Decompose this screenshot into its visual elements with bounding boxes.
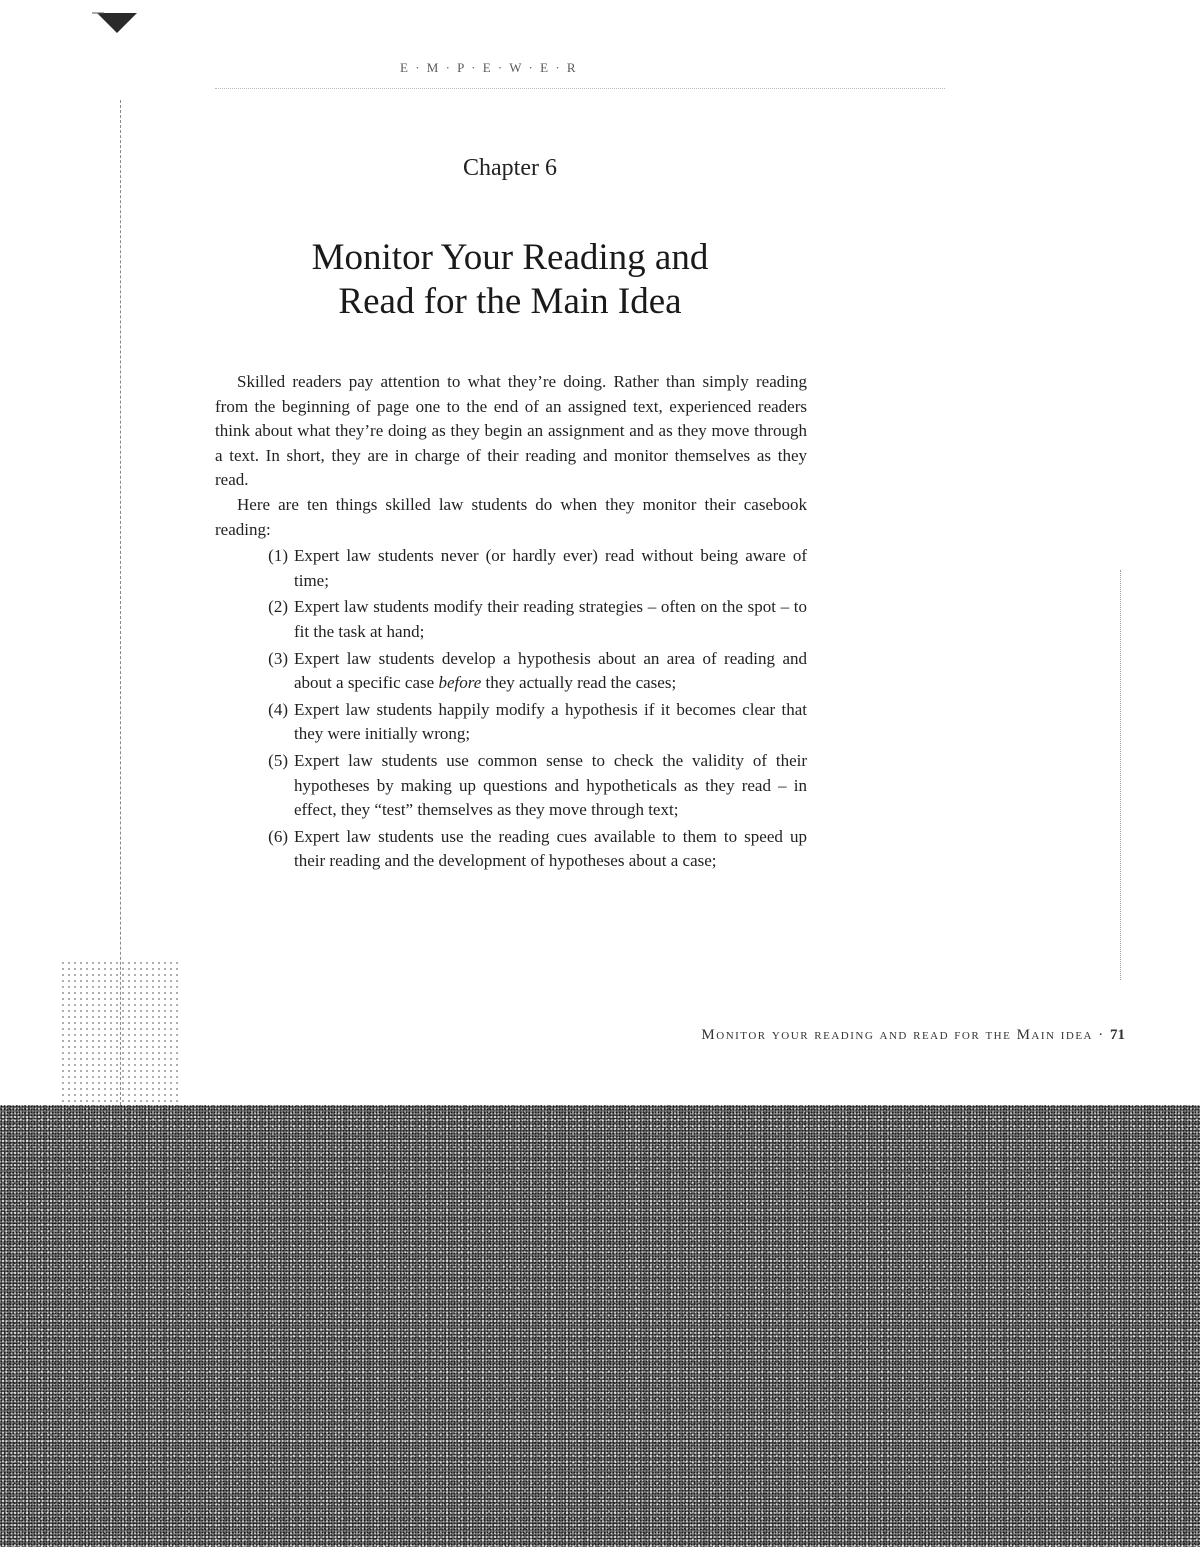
list-item	[215, 825, 807, 874]
body-text	[215, 370, 807, 876]
list-item-text-part: Expert law students develop a hypothesis about an area of reading and about a specific case	[294, 648, 807, 693]
list-item-text	[294, 647, 807, 696]
list-item-emphasis: before	[438, 673, 482, 693]
left-margin-scan-line	[120, 100, 121, 1110]
list-item-number: (4)	[268, 699, 288, 719]
paragraph-list-lead: Here are ten things skilled law students do when they monitor their casebook reading:	[215, 494, 807, 539]
list-item	[215, 749, 807, 823]
paragraph-intro: Skilled readers pay attention to what they’re doing. Rather than simply reading from the beginning of page one to the end of an assigned text, experienced readers think about what they’re doing as they begin an assignment and as they move through a text. In short, they are in charge of their reading and monitor themselves as they read.	[215, 372, 807, 490]
list-item-number: (5)	[268, 750, 288, 770]
list-item-number: (2)	[268, 597, 288, 617]
list-item-text: Expert law students use the reading cues available to them to speed up their reading and the development of hypotheses about a case;	[294, 826, 807, 871]
right-margin-scan-dots	[1120, 570, 1121, 980]
list-item-text: Expert law students modify their reading strategies – often on the spot – to fit the task at hand;	[294, 597, 807, 641]
list-item	[215, 544, 807, 593]
list-item-number: (3)	[268, 648, 288, 668]
chapter-title-line-2: Read for the Main Idea	[338, 281, 682, 322]
chapter-label: Chapter 6	[463, 155, 557, 181]
page-number: 71	[1110, 1027, 1125, 1043]
numbered-list	[215, 544, 807, 874]
scan-noise-region	[0, 1105, 1200, 1547]
running-foot	[500, 1027, 1125, 1044]
running-foot-separator: ·	[1098, 1027, 1105, 1043]
chapter-title-line-1: Monitor Your Reading and	[311, 237, 709, 278]
list-item-text-part: they actually read the cases;	[481, 673, 677, 693]
list-item-text: Expert law students never (or hardly ever) read without being aware of time;	[294, 546, 807, 590]
corner-scan-mark	[92, 8, 142, 38]
list-item-text: Expert law students use common sense to check the validity of their hypotheses by making up questions and hypotheticals as they read – in effect, they “test” themselves as they move through text;	[294, 750, 807, 820]
scan-noise-fade	[60, 960, 180, 1110]
running-foot-title: Monitor your reading and read for the Main idea	[701, 1027, 1093, 1043]
list-item	[215, 647, 807, 696]
chapter-title	[210, 236, 810, 324]
running-head: E · M · P · E · W · E · R	[400, 60, 578, 75]
list-item-text: Expert law students happily modify a hypothesis if it becomes clear that they were initially wrong;	[294, 699, 807, 744]
list-item	[215, 595, 807, 644]
list-item-number: (1)	[268, 546, 288, 566]
header-dotted-rule	[215, 88, 945, 89]
list-item	[215, 698, 807, 747]
list-item-number: (6)	[268, 826, 288, 846]
